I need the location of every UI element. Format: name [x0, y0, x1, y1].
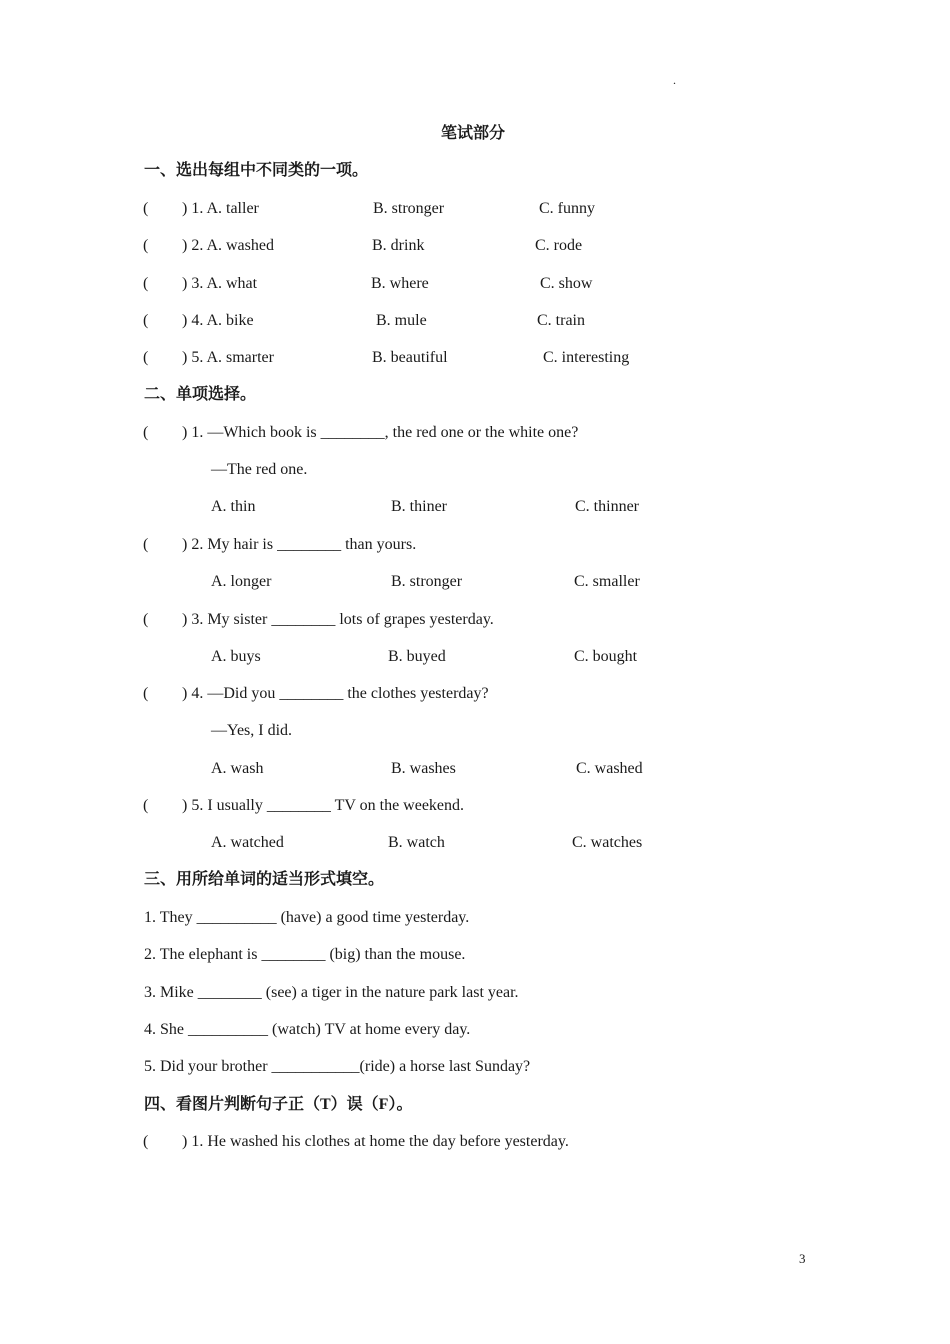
- option-c: C. washed: [576, 760, 643, 777]
- option-b: B. watch: [388, 834, 445, 851]
- fill-blank-line: 4. She __________ (watch) TV at home every day.: [144, 1021, 471, 1038]
- option-c: C. funny: [539, 200, 595, 217]
- option-c: C. show: [540, 275, 593, 292]
- option-a: A. wash: [211, 760, 264, 777]
- question-stem: ) 2. My hair is ________ than yours.: [182, 536, 417, 553]
- answer-paren: (: [143, 1133, 149, 1150]
- option-c: C. thinner: [575, 498, 639, 515]
- fill-blank-line: 2. The elephant is ________ (big) than the mouse.: [144, 946, 466, 963]
- option-b: B. beautiful: [372, 349, 448, 366]
- option-c: C. bought: [574, 648, 638, 665]
- answer-paren: (: [143, 275, 149, 292]
- answer-paren: (: [143, 685, 149, 702]
- option-c: C. train: [537, 312, 585, 329]
- fill-blank-line: 3. Mike ________ (see) a tiger in the nature park last year.: [144, 984, 519, 1001]
- question-reply: —The red one.: [211, 461, 308, 478]
- answer-paren: (: [143, 797, 149, 814]
- option-a: A. thin: [211, 498, 256, 515]
- option-b: B. buyed: [388, 648, 446, 665]
- page-number: 3: [799, 1251, 806, 1266]
- option-b: B. stronger: [373, 200, 445, 217]
- item-number-option-a: ) 2. A. washed: [182, 237, 274, 254]
- option-a: A. watched: [211, 834, 284, 851]
- option-b: B. washes: [391, 760, 456, 777]
- section3-heading: 三、用所给单词的适当形式填空。: [144, 871, 385, 888]
- answer-paren: (: [143, 536, 149, 553]
- question-stem: ) 1. —Which book is ________, the red one or the white one?: [182, 424, 579, 441]
- answer-paren: (: [143, 312, 149, 329]
- option-a: A. buys: [211, 648, 261, 665]
- option-b: B. mule: [376, 312, 427, 329]
- fill-blank-line: 1. They __________ (have) a good time yesterday.: [144, 909, 470, 926]
- item-number-option-a: ) 5. A. smarter: [182, 349, 274, 366]
- question-stem: ) 5. I usually ________ TV on the weekend.: [182, 797, 465, 814]
- answer-paren: (: [143, 200, 149, 217]
- option-c: C. watches: [572, 834, 643, 851]
- section4-heading: 四、看图片判断句子正（T）误（F）。: [144, 1096, 413, 1113]
- option-b: B. drink: [372, 237, 425, 254]
- option-c: C. interesting: [543, 349, 630, 366]
- option-a: A. longer: [211, 573, 272, 590]
- option-b: B. where: [371, 275, 429, 292]
- item-number-option-a: ) 4. A. bike: [182, 312, 254, 329]
- section2-heading: 二、单项选择。: [144, 386, 257, 403]
- question-stem: ) 4. —Did you ________ the clothes yesterday?: [182, 685, 489, 702]
- item-number-option-a: ) 3. A. what: [182, 275, 258, 292]
- answer-paren: (: [143, 611, 149, 628]
- answer-paren: (: [143, 424, 149, 441]
- option-b: B. thiner: [391, 498, 447, 515]
- header-dot: .: [673, 73, 676, 87]
- option-c: C. rode: [535, 237, 583, 254]
- option-c: C. smaller: [574, 573, 640, 590]
- option-b: B. stronger: [391, 573, 463, 590]
- item-number-option-a: ) 1. A. taller: [182, 200, 259, 217]
- question-reply: —Yes, I did.: [211, 722, 293, 739]
- page-title: 笔试部分: [441, 125, 506, 142]
- fill-blank-line: 5. Did your brother ___________(ride) a horse last Sunday?: [144, 1058, 531, 1075]
- answer-paren: (: [143, 349, 149, 366]
- question-stem: ) 3. My sister ________ lots of grapes yesterday.: [182, 611, 494, 628]
- answer-paren: (: [143, 237, 149, 254]
- judgement-sentence: ) 1. He washed his clothes at home the day before yesterday.: [182, 1133, 569, 1150]
- section1-heading: 一、选出每组中不同类的一项。: [144, 162, 369, 179]
